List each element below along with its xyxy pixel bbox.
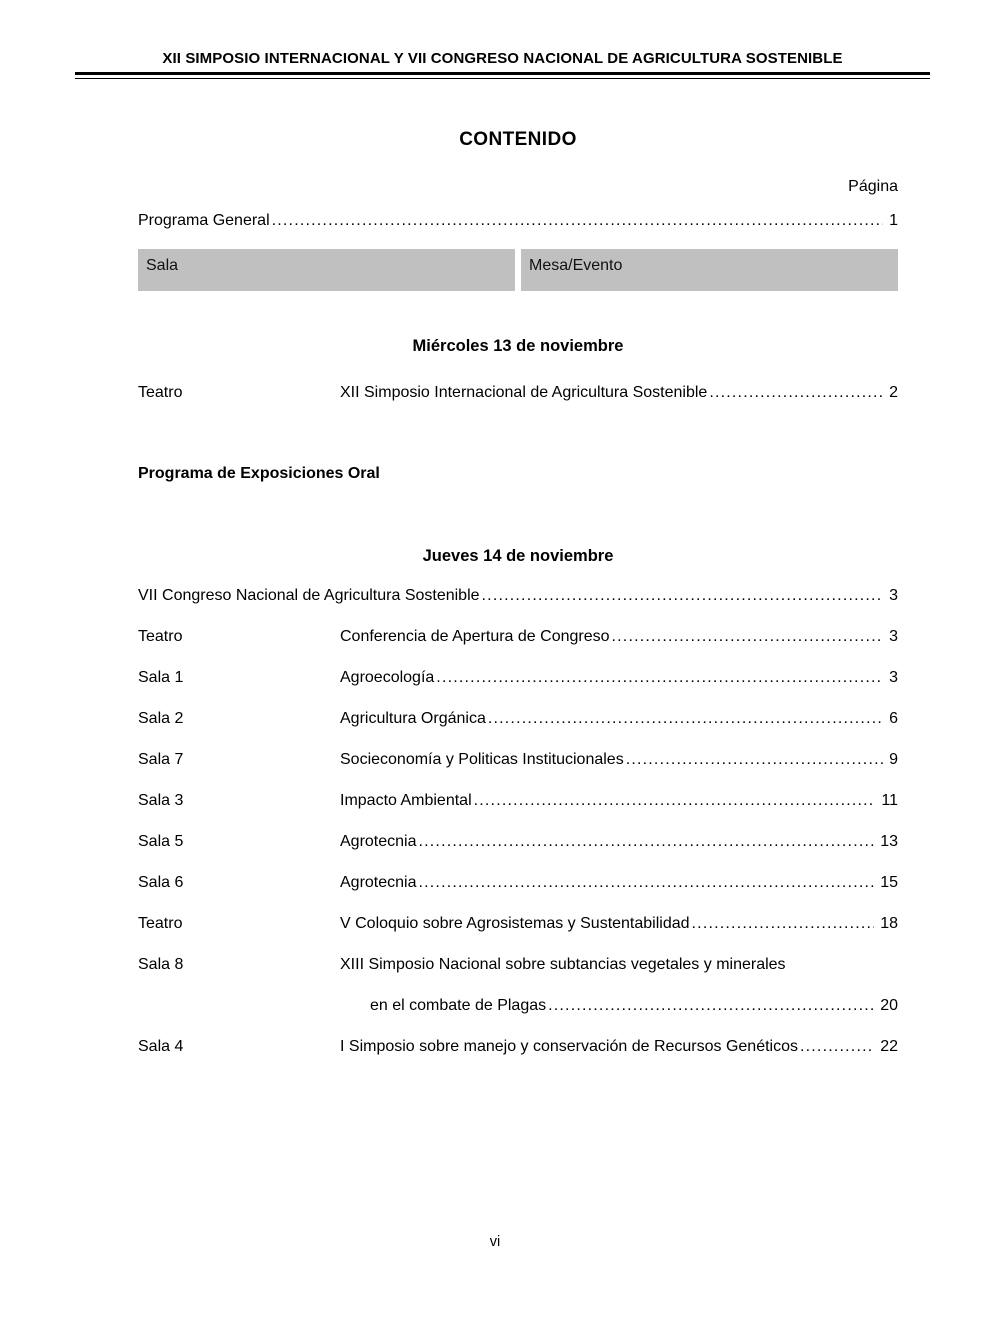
sala-label: Sala 7 (138, 751, 184, 768)
entry-label: XIII Simposio Nacional sobre subtancias vegetales y minerales (340, 956, 786, 973)
sala-label: Sala 1 (138, 669, 184, 686)
dot-leader (488, 707, 883, 730)
dot-leader (626, 748, 883, 771)
page-number-footer: vi (489, 1234, 501, 1250)
entry-label: V Coloquio sobre Agrosistemas y Sustentabilidad (340, 915, 690, 932)
entry-continuation (340, 994, 898, 1017)
entry (340, 1035, 898, 1058)
page-column-label: Página (848, 178, 898, 195)
entry-label: VII Congreso Nacional de Agricultura Sostenible (138, 587, 480, 604)
heading-miercoles-13: Miércoles 13 de noviembre (412, 337, 624, 355)
entry (340, 789, 898, 812)
toc-entry (138, 1035, 898, 1058)
entry (340, 381, 898, 404)
sala-label: Sala 2 (138, 710, 184, 727)
dot-leader (612, 625, 884, 648)
entry-page-number: 20 (880, 997, 898, 1014)
header-double-rule (75, 72, 930, 79)
entry (340, 830, 898, 853)
sala-label: Sala 5 (138, 833, 184, 850)
entry-label: Impacto Ambiental (340, 792, 472, 809)
toc-entry-sala8-line2 (138, 994, 898, 1017)
entry-label: I Simposio sobre manejo y conservación de Recursos Genéticos (340, 1038, 798, 1055)
table-header-row (138, 249, 898, 291)
toc-entry (138, 707, 898, 730)
entry-page-number: 3 (889, 628, 898, 645)
document-header (75, 50, 930, 79)
entry-label: Agrotecnia (340, 874, 417, 891)
column-header-mesa-evento: Mesa/Evento (521, 249, 898, 291)
sala-label: Teatro (138, 384, 183, 401)
entry-label: XII Simposio Internacional de Agricultura Sostenible (340, 384, 708, 401)
dot-leader (800, 1035, 874, 1058)
sala-label: Sala 3 (138, 792, 184, 809)
document-header-title: XII SIMPOSIO INTERNACIONAL Y VII CONGRESO NACIONAL DE AGRICULTURA SOSTENIBLE (162, 50, 843, 67)
entry (340, 912, 898, 935)
sala-label: Sala 4 (138, 1038, 184, 1055)
sala-label: Teatro (138, 628, 183, 645)
entry (138, 584, 898, 607)
entry-page-number: 1 (889, 212, 898, 229)
entry-page-number: 11 (881, 792, 898, 809)
dot-leader (474, 789, 876, 812)
dot-leader (692, 912, 875, 935)
entry-page-number: 13 (880, 833, 898, 850)
entry (340, 666, 898, 689)
entry-page-number: 15 (880, 874, 898, 891)
toc-entry (138, 912, 898, 935)
entry-label: Socieconomía y Politicas Institucionales (340, 751, 624, 768)
entry-label: Agricultura Orgánica (340, 710, 486, 727)
toc-content (138, 129, 898, 1058)
sala-label: Sala 8 (138, 956, 184, 973)
dot-leader (548, 994, 874, 1017)
toc-entry (138, 830, 898, 853)
toc-entry-programa-general (138, 209, 898, 232)
toc-entry (138, 789, 898, 812)
entry (340, 871, 898, 894)
entry-page-number: 3 (889, 587, 898, 604)
dot-leader (419, 830, 875, 853)
entry (138, 209, 898, 232)
toc-entry (138, 666, 898, 689)
entry-page-number: 18 (880, 915, 898, 932)
heading-programa-exposiciones-oral: Programa de Exposiciones Oral (138, 465, 380, 482)
entry-page-number: 9 (889, 751, 898, 768)
entry-label: Conferencia de Apertura de Congreso (340, 628, 610, 645)
entry (340, 625, 898, 648)
entry-page-number: 6 (889, 710, 898, 727)
entry (340, 748, 898, 771)
entry (340, 707, 898, 730)
dot-leader (436, 666, 883, 689)
toc-entry-teatro-simposio (138, 381, 898, 404)
toc-entry-sala8-line1 (138, 953, 898, 976)
entry-page-number: 3 (889, 669, 898, 686)
entry-page-number: 2 (889, 384, 898, 401)
toc-title: CONTENIDO (459, 129, 577, 150)
sala-label: Teatro (138, 915, 183, 932)
toc-entry-congreso-nacional (138, 584, 898, 607)
thursday-listing (138, 584, 898, 1058)
entry-label: Agrotecnia (340, 833, 417, 850)
entry-label: Agroecología (340, 669, 435, 686)
dot-leader (709, 381, 883, 404)
dot-leader (419, 871, 875, 894)
entry (340, 953, 898, 976)
entry-page-number: 22 (880, 1038, 898, 1055)
dot-leader (482, 584, 884, 607)
entry-label: Programa General (138, 212, 270, 229)
column-header-sala: Sala (138, 249, 515, 291)
entry-label: en el combate de Plagas (370, 997, 547, 1014)
sala-label: Sala 6 (138, 874, 184, 891)
toc-entry (138, 871, 898, 894)
toc-entry (138, 625, 898, 648)
heading-jueves-14: Jueves 14 de noviembre (422, 547, 614, 565)
dot-leader (272, 209, 883, 232)
toc-entry (138, 748, 898, 771)
